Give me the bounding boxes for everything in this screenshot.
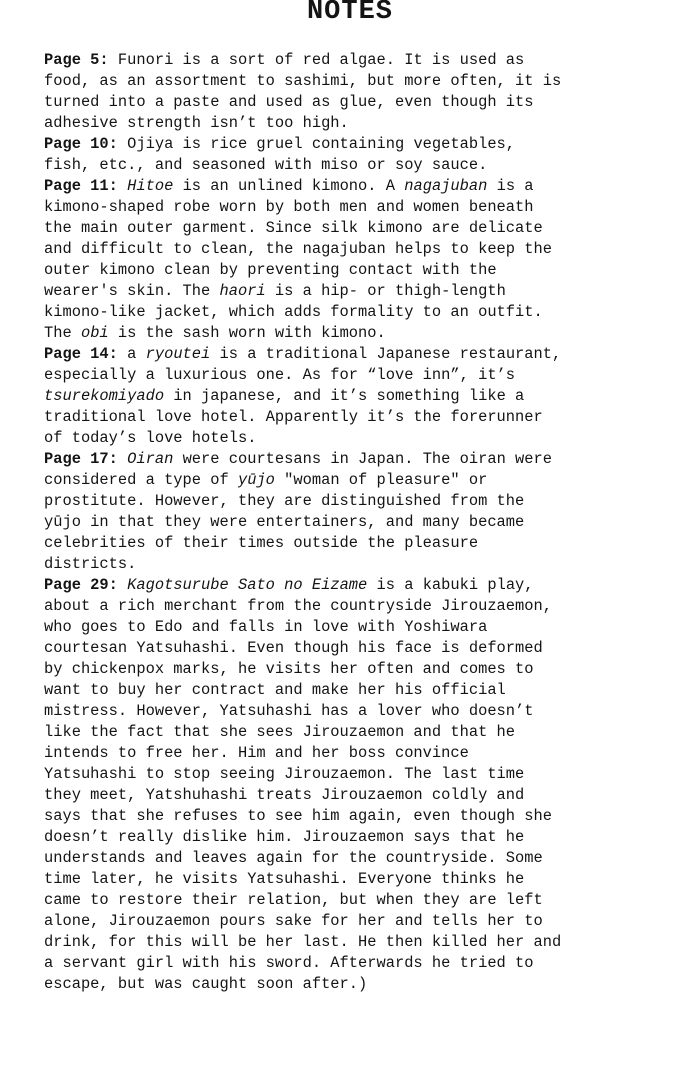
note-text: a — [117, 345, 146, 363]
note-text: especially a luxurious one. As for “love inn”, it’s — [44, 366, 516, 384]
note-line — [44, 617, 684, 638]
page-reference: Page 5: — [44, 51, 109, 69]
note-line — [44, 890, 684, 911]
note-line — [44, 407, 684, 428]
note-text: Yatsuhashi to stop seeing Jirouzaemon. The last time — [44, 765, 525, 783]
note-text: is a — [487, 177, 534, 195]
note-line — [44, 428, 684, 449]
page-reference: Page 29: — [44, 576, 118, 594]
note-text: fish, etc., and seasoned with miso or soy sauce. — [44, 156, 488, 174]
page-reference: Page 17: — [44, 450, 118, 468]
note-line — [44, 365, 684, 386]
note-line — [44, 596, 684, 617]
note-text: alone, Jirouzaemon pours sake for her and tells her to — [44, 912, 543, 930]
note-line — [44, 281, 684, 302]
note-text: outer kimono clean by preventing contact with the — [44, 261, 497, 279]
notes-body — [44, 50, 684, 995]
italic-term: obi — [80, 324, 109, 342]
note-line — [44, 218, 684, 239]
note-text: and difficult to clean, the nagajuban helps to keep the — [44, 240, 552, 258]
note-text — [118, 177, 127, 195]
note-text: is a traditional Japanese restaurant, — [210, 345, 562, 363]
note-text: districts. — [44, 555, 137, 573]
note-text: considered a type of — [44, 471, 238, 489]
italic-term: Hitoe — [127, 177, 174, 195]
note-text: turned into a paste and used as glue, even though its — [44, 93, 534, 111]
note-line — [44, 386, 684, 407]
note-line — [44, 71, 684, 92]
note-line — [44, 554, 684, 575]
note-line — [44, 911, 684, 932]
italic-term: Kagotsurube Sato no Eizame — [127, 576, 368, 594]
note-text: kimono-shaped robe worn by both men and women beneath — [44, 198, 534, 216]
note-line — [44, 491, 684, 512]
note-text: who goes to Edo and falls in love with Yoshiwara — [44, 618, 488, 636]
note-text: kimono-like jacket, which adds formality to an outfit. — [44, 303, 543, 321]
note-line — [44, 827, 684, 848]
italic-term: ryoutei — [145, 345, 211, 363]
note-text: is an unlined kimono. A — [173, 177, 405, 195]
page-title: NOTES — [306, 0, 393, 27]
note-text: is the sash worn with kimono. — [108, 324, 386, 342]
note-text: courtesan Yatsuhashi. Even though his face is deformed — [44, 639, 543, 657]
note-line — [44, 953, 684, 974]
note-line — [44, 176, 684, 197]
note-text: Funori is a sort of red algae. It is used as — [108, 51, 525, 69]
italic-term: Oiran — [127, 450, 174, 468]
note-text: time later, he visits Yatsuhashi. Everyone thinks he — [44, 870, 525, 888]
italic-term: tsurekomiyado — [44, 387, 165, 405]
note-line — [44, 92, 684, 113]
note-line — [44, 764, 684, 785]
note-line — [44, 575, 684, 596]
italic-term: yūjo — [237, 471, 275, 489]
note-line — [44, 50, 684, 71]
note-text: drink, for this will be her last. He then killed her and — [44, 933, 562, 951]
note-text: adhesive strength isn’t too high. — [44, 114, 349, 132]
note-text: wearer's skin. The — [44, 282, 220, 300]
note-line — [44, 785, 684, 806]
note-line — [44, 134, 684, 155]
note-text: is a hip- or thigh-length — [265, 282, 506, 300]
note-line — [44, 869, 684, 890]
note-text: a servant girl with his sword. Afterwards he tried to — [44, 954, 534, 972]
note-line — [44, 155, 684, 176]
note-line — [44, 701, 684, 722]
note-line — [44, 323, 684, 344]
note-line — [44, 113, 684, 134]
note-line — [44, 974, 684, 995]
note-line — [44, 806, 684, 827]
note-line — [44, 512, 684, 533]
page-reference: Page 10: — [44, 135, 118, 153]
note-line — [44, 344, 684, 365]
note-line — [44, 722, 684, 743]
note-text: traditional love hotel. Apparently it’s the forerunner — [44, 408, 543, 426]
note-line — [44, 470, 684, 491]
page-reference: Page 11: — [44, 177, 118, 195]
note-line — [44, 638, 684, 659]
note-text: want to buy her contract and make her his official — [44, 681, 506, 699]
note-line — [44, 743, 684, 764]
note-text: of today’s love hotels. — [44, 429, 257, 447]
note-text: the main outer garment. Since silk kimono are delicate — [44, 219, 543, 237]
note-text: came to restore their relation, but when they are left — [44, 891, 543, 909]
note-line — [44, 449, 684, 470]
note-text — [118, 450, 127, 468]
note-text: doesn’t really dislike him. Jirouzaemon says that he — [44, 828, 525, 846]
note-line — [44, 848, 684, 869]
note-text: food, as an assortment to sashimi, but more often, it is — [44, 72, 562, 90]
note-line — [44, 659, 684, 680]
note-text: mistress. However, Yatsuhashi has a lover who doesn’t — [44, 702, 534, 720]
note-text: were courtesans in Japan. The oiran were — [173, 450, 552, 468]
note-text: says that she refuses to see him again, even though she — [44, 807, 552, 825]
note-line — [44, 260, 684, 281]
note-text: is a kabuki play, — [367, 576, 534, 594]
note-line — [44, 680, 684, 701]
note-text: prostitute. However, they are distinguished from the — [44, 492, 525, 510]
note-text: The — [44, 324, 81, 342]
note-line — [44, 533, 684, 554]
note-line — [44, 302, 684, 323]
page-reference: Page 14: — [44, 345, 118, 363]
note-text — [118, 576, 127, 594]
italic-term: haori — [219, 282, 266, 300]
note-text: yūjo in that they were entertainers, and many became — [44, 513, 525, 531]
note-text: escape, but was caught soon after.) — [44, 975, 368, 993]
note-line — [44, 239, 684, 260]
note-text: understands and leaves again for the countryside. Some — [44, 849, 543, 867]
note-text: about a rich merchant from the countryside Jirouzaemon, — [44, 597, 552, 615]
note-text: intends to free her. Him and her boss convince — [44, 744, 469, 762]
note-text: "woman of pleasure" or — [274, 471, 488, 489]
note-line — [44, 197, 684, 218]
note-text: they meet, Yatshuhashi treats Jirouzaemon coldly and — [44, 786, 525, 804]
note-text: in japanese, and it’s something like a — [164, 387, 525, 405]
note-text: like the fact that she sees Jirouzaemon and that he — [44, 723, 516, 741]
note-text: Ojiya is rice gruel containing vegetables, — [117, 135, 516, 153]
note-line — [44, 932, 684, 953]
note-text: celebrities of their times outside the pleasure — [44, 534, 479, 552]
italic-term: nagajuban — [404, 177, 488, 195]
note-text: by chickenpox marks, he visits her often and comes to — [44, 660, 534, 678]
